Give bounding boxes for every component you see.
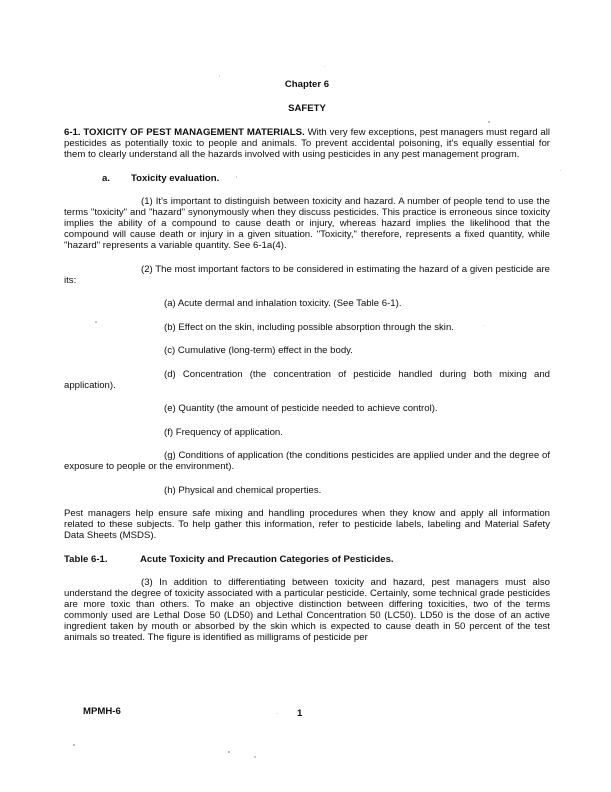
page-content — [64, 79, 550, 656]
page-number: 1 — [297, 708, 303, 719]
caption-label: Table 6-1. — [64, 553, 108, 565]
list-item-g: (g) Conditions of application (the conditions pesticides are applied under and the degree of exposure to people or the environment). — [64, 450, 550, 472]
section-6-1-paragraph — [64, 127, 550, 160]
list-item-f: (f) Frequency of application. — [164, 426, 283, 438]
paragraph-text: With very few exceptions, pest managers must regard all pesticides as potentially toxic to people and animals. To prevent accidental poisoning, it's equally essential for them to clearly understand all the hazards involved with using pesticides in any pest management program. — [64, 127, 550, 160]
paragraph-3: (3) In addition to differentiating between toxicity and hazard, pest managers must also understand the degree of toxicity associated with a particular pesticide. Certainly, some technical grade pesticides are more toxic than others. To make an objective distinction between differing toxicities, two of the terms commonly used are Lethal Dose 50 (LD50) and Lethal Concentration 50 (LC50). LD50 is the dose of an active ingredient taken by mouth or absorbed by the skin which is expected to cause death in 50 percent of the test animals so treated. The figure is identified as milligrams of pesticide per — [64, 577, 550, 643]
scan-speck — [73, 744, 75, 746]
scan-speck — [228, 751, 230, 753]
list-item-e: (e) Quantity (the amount of pesticide needed to achieve control). — [164, 403, 438, 414]
scan-speck — [324, 66, 325, 67]
heading-label: a. — [102, 172, 111, 184]
section-number-bold: 6-1. TOXICITY OF PEST MANAGEMENT MATERIALS. — [64, 127, 305, 138]
list-item-b: (b) Effect on the skin, including possible absorption through the skin. — [164, 321, 454, 333]
toxicity-evaluation-heading — [64, 173, 550, 184]
list-item-c: (c) Cumulative (long-term) effect in the body. — [164, 345, 353, 356]
caption-text: Acute Toxicity and Precaution Categories of Pesticides. — [140, 553, 394, 565]
scan-speck — [488, 121, 490, 123]
scan-speck — [236, 176, 237, 178]
scan-speck — [219, 75, 220, 77]
scan-speck — [95, 321, 97, 323]
heading-text: Toxicity evaluation. — [131, 172, 220, 184]
scan-speck — [484, 325, 485, 326]
document-id: MPMH-6 — [83, 706, 121, 717]
scan-speck — [254, 756, 256, 758]
list-item-d: (d) Concentration (the concentration of pesticide handled during both mixing and application). — [64, 368, 550, 391]
scan-speck — [277, 713, 278, 714]
paragraph-2: (2) The most important factors to be considered in estimating the hazard of a given pesticide are its: — [64, 263, 550, 286]
paragraph-1: (1) It's important to distinguish between toxicity and hazard. A number of people tend to use the terms "toxicity" and "hazard" synonymously when they discuss pesticides. This practice is erroneous since toxicity implies the ability of a compound to cause death or injury, whereas hazard implies the likelihood that the compound will cause death or injury in a given situation. "Toxicity," therefore, represents a fixed quantity, while "hazard" represents a variable quantity. See 6-1a(4). — [64, 196, 550, 251]
document-title: SAFETY — [288, 103, 326, 114]
table-6-1-caption — [64, 554, 550, 565]
list-item-h: (h) Physical and chemical properties. — [164, 484, 322, 496]
chapter-heading: Chapter 6 — [284, 79, 330, 90]
list-item-a: (a) Acute dermal and inhalation toxicity. (See Table 6-1). — [164, 298, 402, 309]
scan-speck — [560, 170, 561, 171]
pest-managers-paragraph: Pest managers help ensure safe mixing and handling procedures when they know and apply all information related to these subjects. To help gather this information, refer to pesticide labels, labeling and Material Safety Data Sheets (MSDS). — [64, 508, 550, 541]
